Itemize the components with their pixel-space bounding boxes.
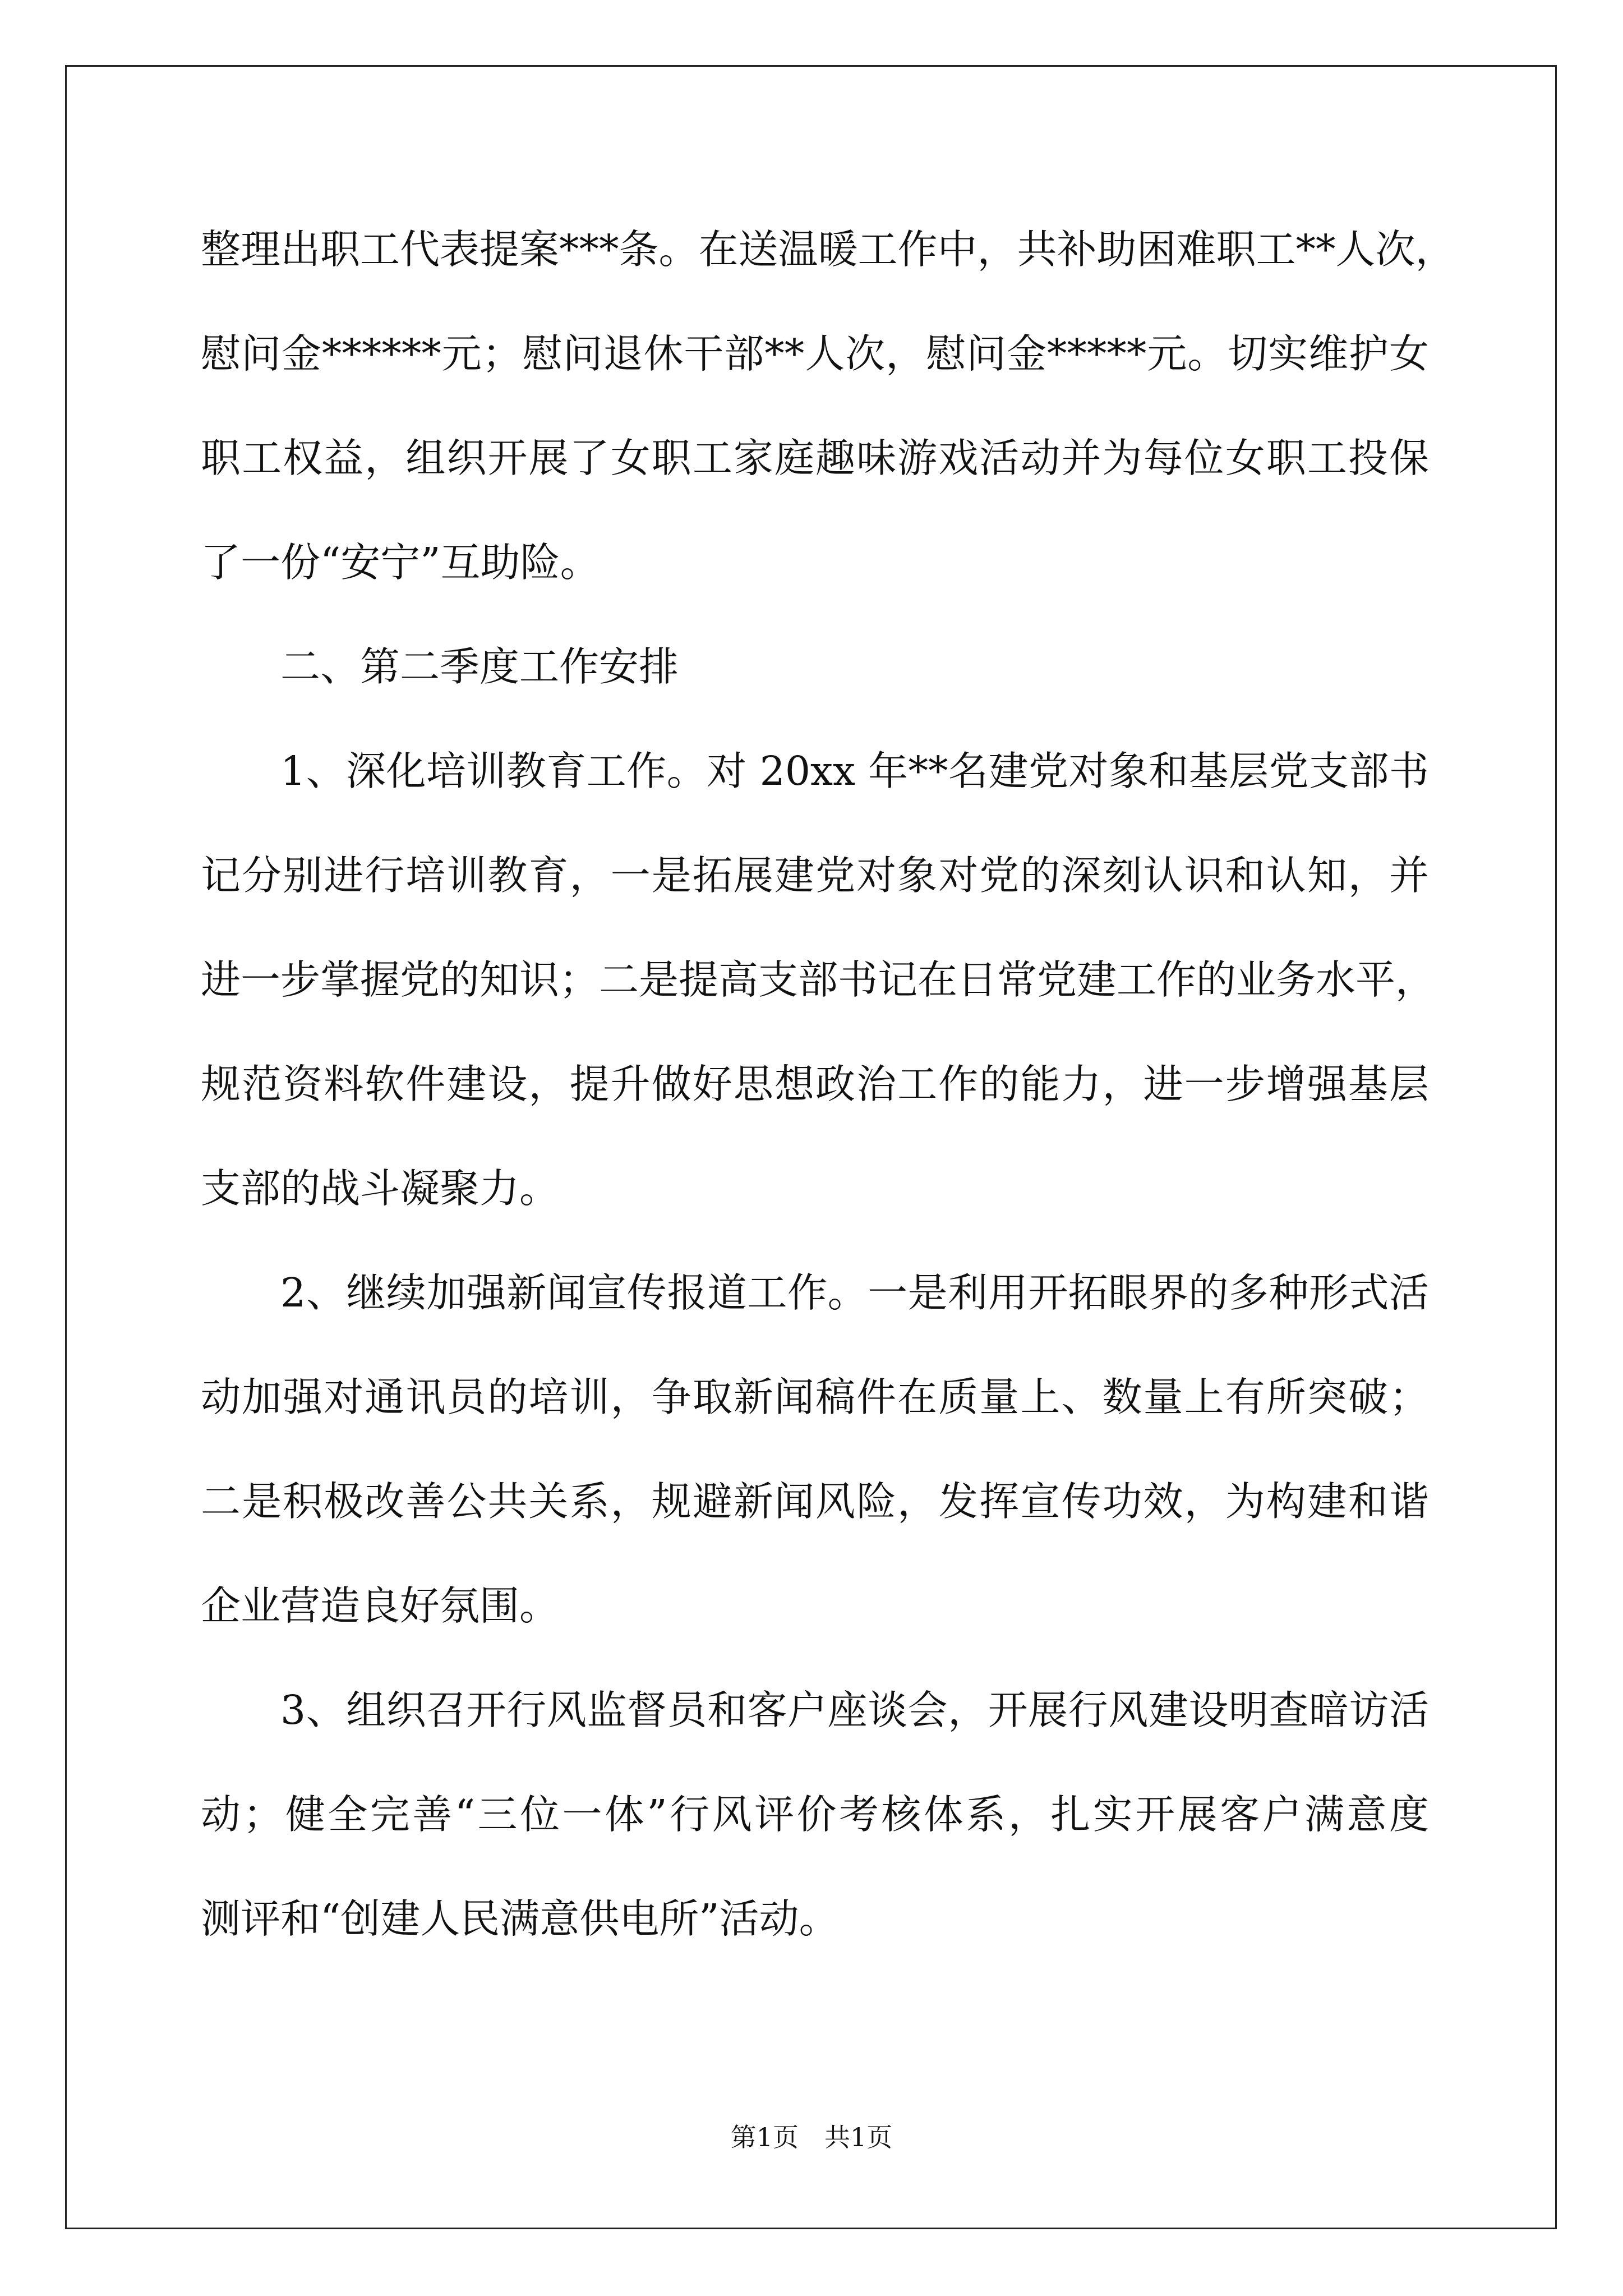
paragraph-line: 职工权益，组织开展了女职工家庭趣味游戏活动并为每位女职工投保 <box>201 435 1429 481</box>
paragraph-line: 企业营造良好氛围。 <box>201 1582 560 1629</box>
section-heading: 二、第二季度工作安排 <box>280 643 679 690</box>
paragraph-line: 二是积极改善公共关系，规避新闻风险，发挥宣传功效，为构建和谐 <box>201 1478 1429 1525</box>
paragraph-line: 动加强对通讯员的培训，争取新闻稿件在质量上、数量上有所突破； <box>201 1374 1429 1420</box>
paragraph-line: 慰问金******元；慰问退休干部**人次，慰问金*****元。切实维护女 <box>201 330 1429 377</box>
paragraph-line: 记分别进行培训教育，一是拓展建党对象对党的深刻认识和认知，并 <box>201 852 1429 899</box>
paragraph-line: 进一步掌握党的知识；二是提高支部书记在日常党建工作的业务水平， <box>201 956 1436 1003</box>
paragraph-line: 3、组织召开行风监督员和客户座谈会，开展行风建设明查暗访活 <box>280 1687 1429 1733</box>
paragraph-line: 动；健全完善“三位一体”行风评价考核体系，扎实开展客户满意度 <box>201 1791 1429 1838</box>
paragraph-line: 2、继续加强新闻宣传报道工作。一是利用开拓眼界的多种形式活 <box>280 1269 1429 1316</box>
paragraph-line: 整理出职工代表提案***条。在送温暖工作中，共补助困难职工**人次， <box>201 226 1455 273</box>
paragraph-line: 1、深化培训教育工作。对 20xx 年**名建党对象和基层党支部书 <box>280 748 1429 794</box>
paragraph-line: 了一份“安宁”互助险。 <box>201 539 600 586</box>
document-body <box>201 216 1455 1990</box>
paragraph-line: 支部的战斗凝聚力。 <box>201 1165 560 1212</box>
paragraph-line: 测评和“创建人民满意供电所”活动。 <box>201 1895 839 1942</box>
page-footer: 第1页 共1页 <box>730 2122 893 2152</box>
paragraph-line: 规范资料软件建设，提升做好思想政治工作的能力，进一步增强基层 <box>201 1061 1429 1107</box>
